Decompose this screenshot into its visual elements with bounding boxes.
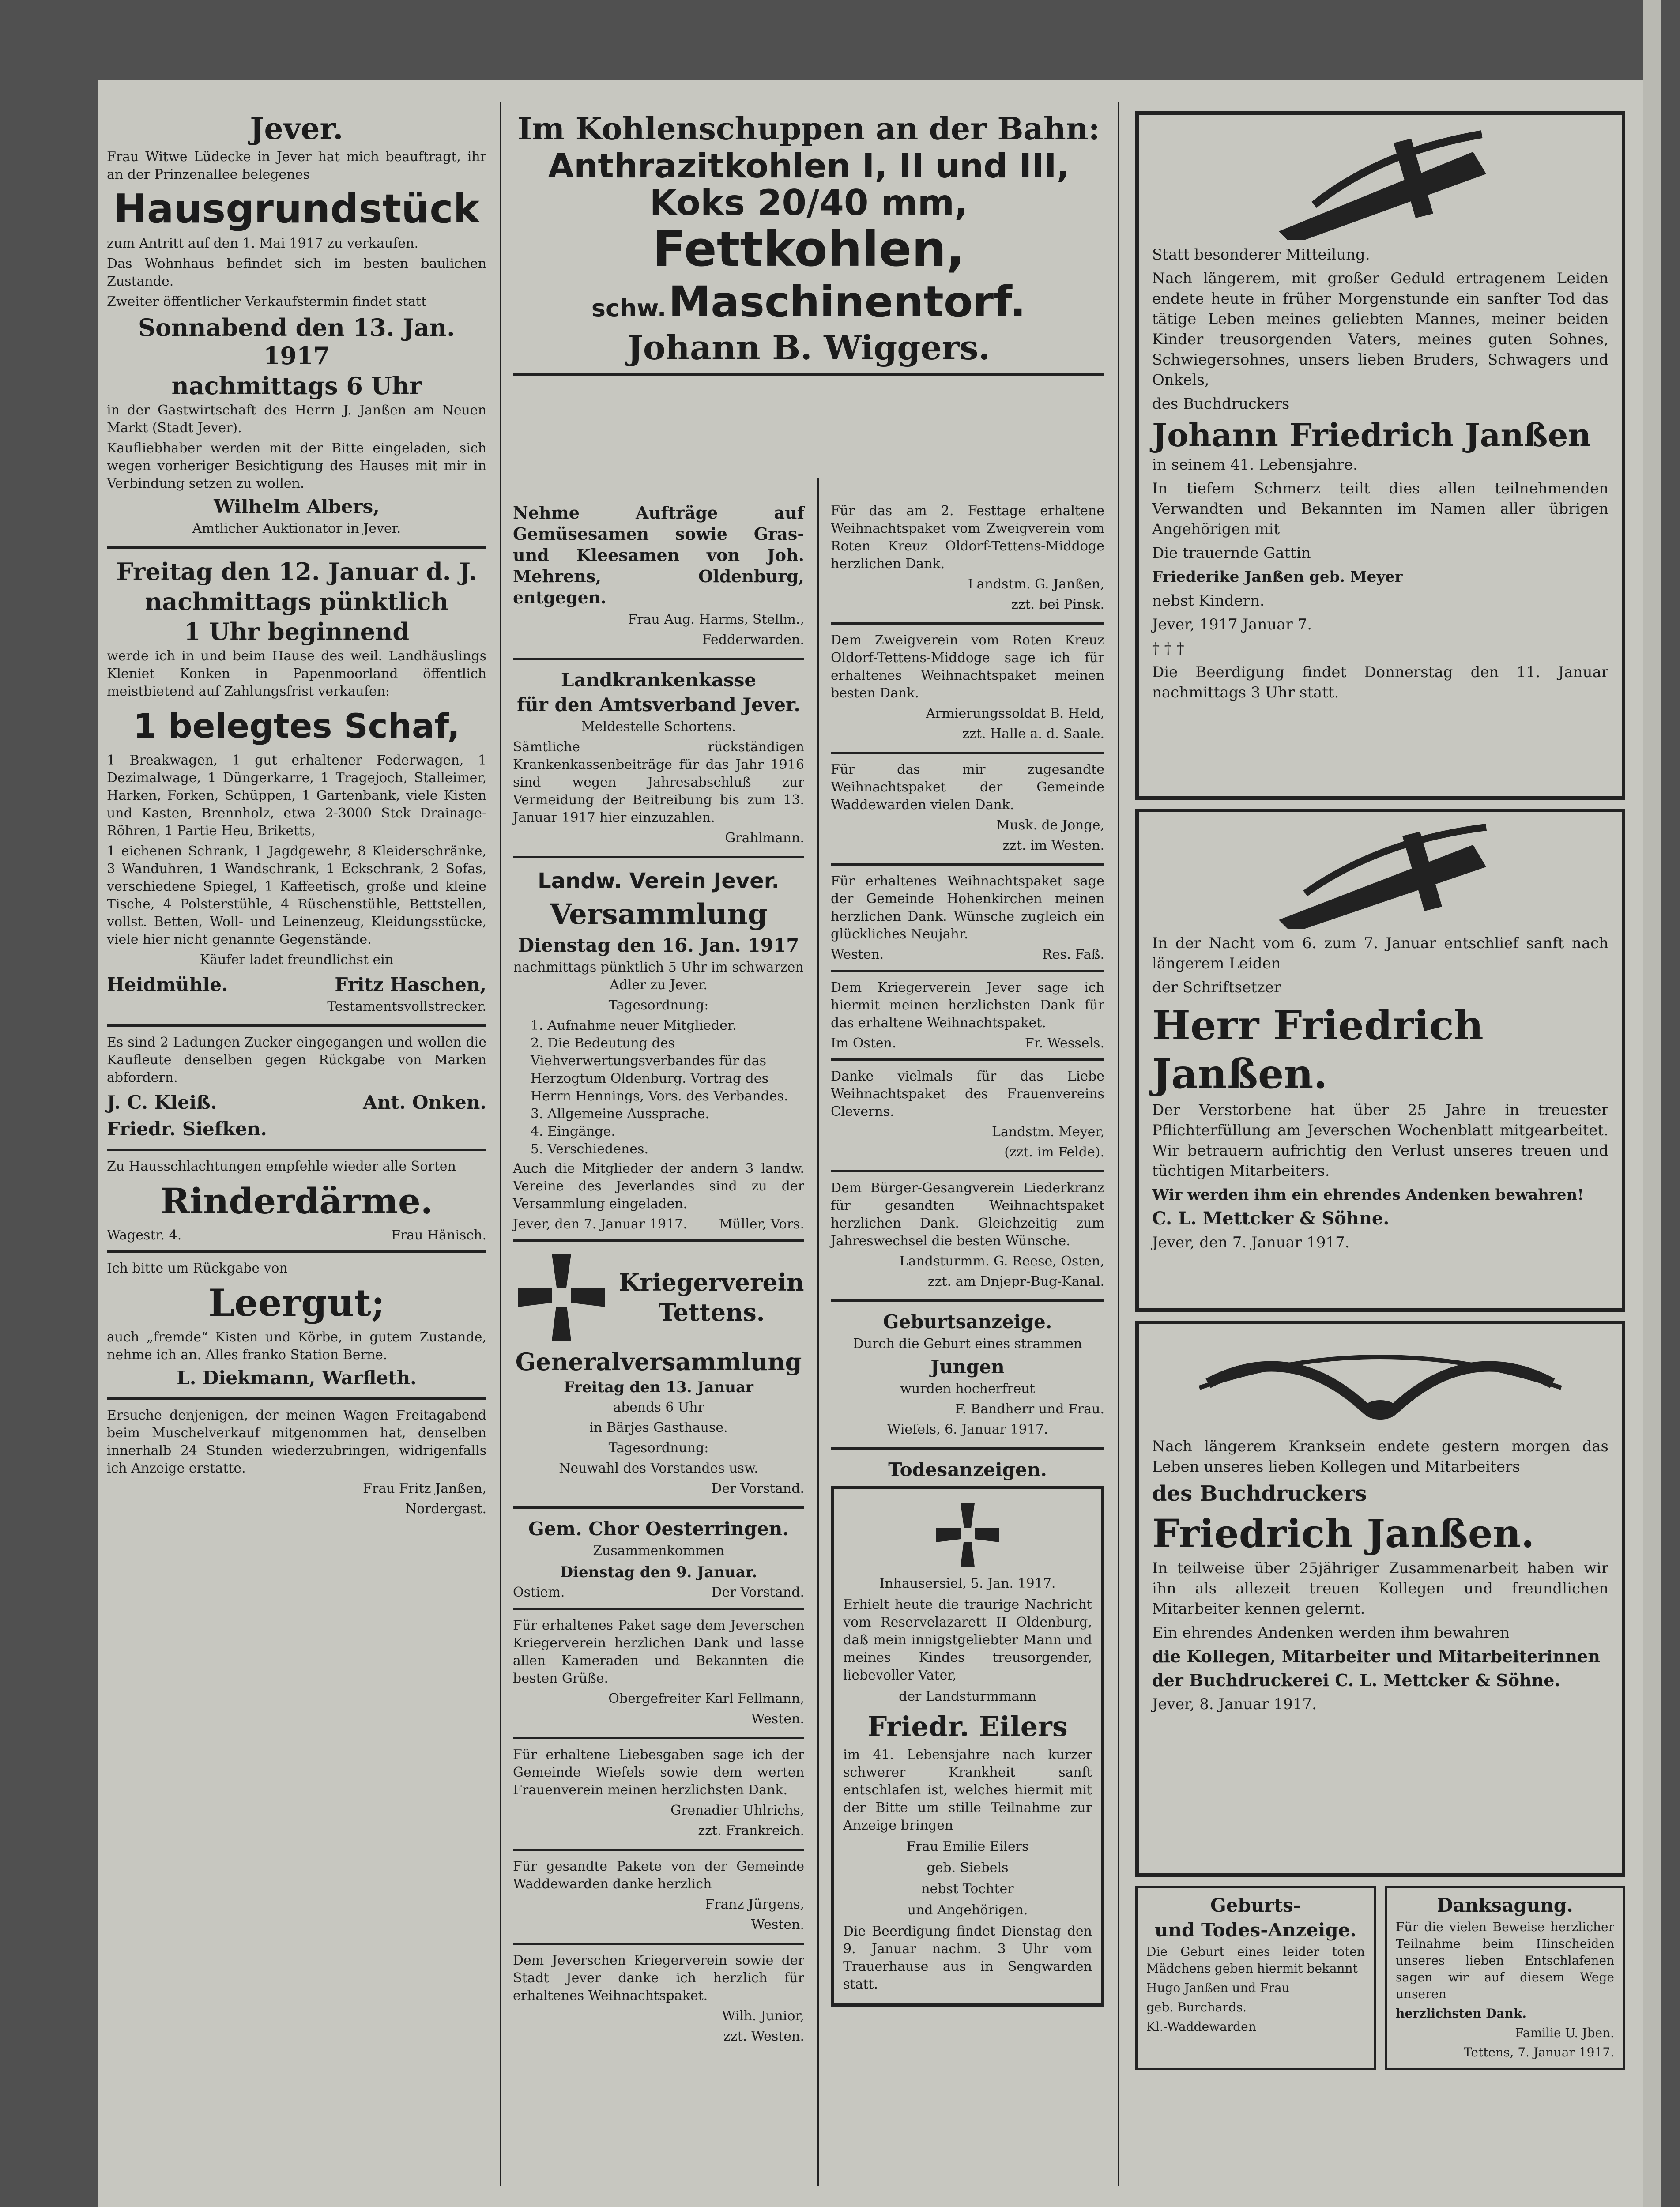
ad-funeral: Die Beerdigung findet Dienstag den 9. Januar nachm. 3 Uhr vom Trauerhause aus in Sengwarden statt. — [843, 1924, 1092, 1992]
coal-line-prefix: schw. — [591, 294, 667, 322]
ad-dank-juergens — [513, 1855, 804, 1945]
coal-line: Koks 20/40 mm, — [649, 182, 968, 223]
ad-text: Frau Witwe Lüdecke in Jever hat mich beauftragt, ihr an der Prinzenallee belegenes — [107, 149, 486, 182]
ad-signature: Frau Aug. Harms, Stellm., — [628, 612, 804, 627]
ad-place: Kl.-Waddewarden — [1146, 2019, 1256, 2034]
column-rule — [817, 478, 819, 2186]
ad-place: zzt. Halle a. d. Saale. — [962, 726, 1104, 742]
ad-dank-held — [831, 629, 1104, 754]
ad-signature: geb. Burchards. — [1146, 2000, 1247, 2015]
ad-place: Westen. — [751, 1711, 804, 1727]
ad-signature: Der Vorstand. — [711, 1585, 804, 1600]
ad-role: des Buchdruckers — [1152, 1481, 1367, 1506]
ad-role: der Landsturmmann — [899, 1689, 1036, 1704]
ad-time: nachmittags 6 Uhr — [171, 372, 422, 400]
ad-text: Für erhaltenes Paket sage dem Jeverschen Kriegerverein herzlichen Dank und lasse allen Kameraden und Bekannten die besten Grüße. — [513, 1618, 804, 1686]
ad-text: Dem Jeverschen Kriegerverein sowie der Stadt Jever danke ich herzlich für erhaltenes Weihnachtspaket. — [513, 1953, 804, 2004]
ad-text: Auch die Mitglieder der andern 3 landw. Vereine des Jeverlandes sind zu der Versammlung eingeladen. — [513, 1161, 804, 1212]
ad-text: Ersuche denjenigen, der meinen Wagen Freitagabend beim Muschelverkauf mitgenommen hat, denselben innerhalb 24 Stunden wiederzubringen, widrigenfalls ich Anzeige erstatte. — [107, 1408, 486, 1476]
column-3 — [822, 500, 1113, 2022]
ad-signature: J. C. Kleiß. — [107, 1092, 217, 1113]
ad-place: zzt. Westen. — [723, 2029, 804, 2044]
ad-headline: Versammlung — [550, 898, 768, 931]
ad-title: Kriegerverein — [619, 1268, 804, 1296]
ad-text: in seinem 41. Lebensjahre. — [1152, 456, 1358, 474]
ad-title: Landkrankenkasse — [561, 669, 757, 691]
ad-headline: 1 belegtes Schaf, — [133, 706, 460, 746]
ad-zucker — [107, 1031, 486, 1151]
ad-text: 1 eichenen Schrank, 1 Jagdgewehr, 8 Kleiderschränke, 3 Wanduhren, 1 Wandschrank, 1 Eckschrank, 2 Sofas, verschiedene Spiegel, 1 Kaffeetisch, große und kleine Tische, 4 Polsterstühle, 4 Rüschenstühle, Bettstellen, vollst. Betten, Woll- und Leinenzeug, Kleidungsstücke, viele hier nicht genannte Gegenstände. — [107, 844, 486, 947]
ad-kriegerverein-tettens — [513, 1246, 804, 1509]
iron-cross-icon — [513, 1249, 610, 1346]
deceased-name: Friedrich Janßen. — [1152, 1510, 1535, 1556]
ad-place-date: Jever, 1917 Januar 7. — [1152, 616, 1312, 633]
ad-text: Das Wohnhaus befindet sich im besten baulichen Zustande. — [107, 256, 486, 289]
ad-signature: L. Diekmann, Warfleth. — [177, 1367, 417, 1389]
agenda-item: 1. Aufnahme neuer Mitglieder. — [531, 1018, 737, 1033]
ad-headline: Hausgrundstück — [113, 186, 480, 232]
ad-place-date: Jever, den 7. Januar 1917. — [1152, 1234, 1350, 1251]
ad-text: Ein ehrendes Andenken werden ihm bewahren — [1152, 1624, 1510, 1642]
iron-cross-icon — [932, 1500, 1003, 1571]
ad-title: und Todes-Anzeige. — [1154, 1919, 1357, 1941]
coal-signature: Johann B. Wiggers. — [627, 328, 991, 367]
ad-title: Gem. Chor Oesterringen. — [528, 1518, 789, 1540]
ad-dank-dejonge — [831, 758, 1104, 866]
ad-text: herzlichsten Dank. — [1396, 2006, 1527, 2021]
ad-text: werde ich in und beim Hause des weil. Landhäuslings Kleniet Konken in Papenmoorland öffentlich meistbietend auf Zahlungsfrist verkaufen: — [107, 648, 486, 699]
ad-place: zzt. am Dnjepr-Bug-Kanal. — [927, 1274, 1104, 1289]
ad-versteigerung — [107, 553, 486, 1027]
ad-title: Jever. — [250, 111, 343, 147]
ad-text: In teilweise über 25jähriger Zusammenarbeit haben wir ihn als allezeit treuen Kollegen und freundlichen Mitarbeiter kennen gelernt. — [1152, 1559, 1608, 1618]
scan-background — [0, 0, 1680, 80]
ad-signature: nebst Kindern. — [1152, 592, 1265, 610]
ad-signature: Familie U. Jben. — [1515, 2026, 1614, 2040]
ad-text: Wir werden ihm ein ehrendes Andenken bewahren! — [1152, 1186, 1584, 1204]
ad-place: zzt. Frankreich. — [698, 1823, 804, 1838]
agenda-item: 2. Die Bedeutung des Viehverwertungsverbandes für das Herzogtum Oldenburg. Vortrag des Herrn Hennings, Vors. des Verbandes. — [531, 1036, 788, 1104]
ad-text: nachmittags pünktlich 5 Uhr im schwarzen Adler zu Jever. — [513, 960, 804, 993]
ad-landw-verein — [513, 862, 804, 1242]
agenda-item: 3. Allgemeine Aussprache. — [531, 1106, 709, 1122]
ad-headline: Leergut; — [208, 1281, 385, 1325]
section-title: Todesanzeigen. — [888, 1459, 1047, 1480]
ad-signature-role: Amtlicher Auktionator in Jever. — [192, 521, 401, 536]
ad-dank-janssen — [831, 500, 1104, 625]
ad-signature: Landstm. Meyer, — [991, 1124, 1104, 1140]
ad-place: Nordergast. — [405, 1501, 486, 1517]
ad-signature: Friederike Janßen geb. Meyer — [1152, 568, 1403, 586]
coal-ad — [504, 107, 1113, 380]
coal-line: Maschinentorf. — [668, 277, 1026, 327]
ad-hausgrundstueck — [107, 107, 486, 549]
ad-subtitle: Zusammenkommen — [593, 1543, 724, 1559]
ad-text: auch „fremde“ Kisten und Körbe, in gutem Zustande, nehme ich an. Alles franko Station Berne. — [107, 1329, 486, 1363]
ad-place-date: Jever, 8. Januar 1917. — [1152, 1695, 1317, 1713]
ad-place-date: Tettens, 7. Januar 1917. — [1463, 2045, 1614, 2060]
agenda-item: 4. Eingänge. — [531, 1124, 615, 1139]
ad-dank-wessels — [831, 976, 1104, 1061]
ad-gemuesesamen — [513, 500, 804, 660]
ad-signature: Armierungssoldat B. Held, — [926, 706, 1104, 721]
ad-signature: Frau Emilie Eilers — [906, 1839, 1029, 1854]
agenda-item: 5. Verschiedenes. — [531, 1141, 648, 1157]
deceased-name: Friedr. Eilers — [867, 1710, 1068, 1743]
ad-text: Ich bitte um Rückgabe von — [107, 1261, 288, 1276]
obituary-janssen-family — [1135, 111, 1625, 800]
ad-signature: Fr. Wessels. — [1025, 1036, 1104, 1051]
coal-line: Im Kohlenschuppen an der Bahn: — [517, 110, 1100, 147]
ad-text: Kaufliebhaber werden mit der Bitte eingeladen, sich wegen vorheriger Besichtigung des Hauses mit mir in Verbindung setzen zu wollen. — [107, 441, 486, 491]
ad-text: Sämtliche rückständigen Krankenkassenbeiträge für das Jahr 1916 sind wegen Jahresabschluß zur Vermeidung der Beitreibung bis zum 13. Januar 1917 hier einzuzahlen. — [513, 739, 804, 825]
ad-date: Freitag den 13. Januar — [564, 1378, 753, 1396]
ad-place: Heidmühle. — [107, 974, 228, 995]
ad-time: nachmittags pünktlich — [145, 588, 448, 616]
ad-place-date: Jever, den 7. Januar 1917. — [513, 1216, 687, 1232]
ad-title: Danksagung. — [1437, 1894, 1573, 1916]
ad-signature: nebst Tochter — [921, 1881, 1014, 1897]
ad-text: Zweiter öffentlicher Verkaufstermin findet statt — [107, 294, 427, 309]
ad-text: zum Antritt auf den 1. Mai 1917 zu verkaufen. — [107, 236, 418, 251]
ad-dateline: Inhausersiel, 5. Jan. 1917. — [879, 1576, 1056, 1591]
ad-text: im 41. Lebensjahre nach kurzer schwerer Krankheit sanft entschlafen ist, welches hiermit mit der Bitte um stille Teilnahme zur Anzeige bringen — [843, 1747, 1092, 1833]
ad-text: Es sind 2 Ladungen Zucker eingegangen und wollen die Kaufleute denselben gegen Rückgabe von Marken abfordern. — [107, 1035, 486, 1085]
coal-line: Anthrazitkohlen I, II und III, — [548, 146, 1070, 185]
ad-signature: Landsturmm. G. Reese, Osten, — [899, 1254, 1104, 1269]
ad-signature: Wilhelm Albers, — [214, 496, 380, 517]
ad-signature: Friedr. Siefken. — [107, 1118, 267, 1140]
palm-branch-icon — [1182, 1335, 1579, 1432]
ad-signature: Wilh. Junior, — [722, 2008, 804, 2024]
obituary-schriftsetzer — [1135, 809, 1625, 1312]
ad-text: in der Gastwirtschaft des Herrn J. Janßen am Neuen Markt (Stadt Jever). — [107, 403, 486, 436]
ad-text: Für das am 2. Festtage erhaltene Weihnachtspaket vom Zweigverein vom Roten Kreuz Oldorf-Tettens-Middoge herzlichen Dank. — [831, 503, 1104, 572]
ad-signature: Fritz Haschen, — [335, 974, 486, 995]
ad-date: Dienstag den 9. Januar. — [560, 1563, 757, 1581]
ad-headline: Generalversammlung — [515, 1348, 802, 1376]
ad-text: 1 Breakwagen, 1 gut erhaltener Federwagen, 1 Dezimalwage, 1 Düngerkarre, 1 Tragejoch, Stalleimer, Harken, Forken, Schüppen, 1 Gartenbank, viele Kisten und Kasten, Brennholz, etwa 2-3000 Stck Drainage-Röhren, 1 Partie Heu, Briketts, — [107, 753, 486, 839]
ad-leergut — [107, 1257, 486, 1400]
ad-text: Danke vielmals für das Liebe Weihnachtspaket des Frauenvereins Cleverns. — [831, 1069, 1104, 1119]
column-2 — [504, 500, 813, 2059]
bottom-notices — [1135, 1886, 1625, 2070]
ad-signature: Der Vorstand. — [711, 1481, 804, 1496]
palm-cross-icon — [1226, 823, 1535, 929]
ad-place: Westen. — [751, 1917, 804, 1932]
ad-funeral: Die Beerdigung findet Donnerstag den 11. Januar nachmittags 3 Uhr statt. — [1152, 663, 1608, 701]
ad-place: Westen. — [831, 947, 884, 962]
ad-todesanzeigen — [831, 1454, 1104, 2017]
ad-signature: Müller, Vors. — [719, 1216, 804, 1232]
page-edge — [1643, 0, 1661, 2207]
ad-text: Durch die Geburt eines strammen — [853, 1336, 1082, 1352]
ad-text: Erhielt heute die traurige Nachricht vom Reservelazarett II Oldenburg, daß mein innigstgeliebter Mann und meines Kindes treusorgender, liebevoller Vater, — [843, 1597, 1092, 1683]
ad-wagen — [107, 1404, 486, 1527]
column-rule — [1118, 102, 1119, 2186]
ad-signature: Frau Hänisch. — [391, 1228, 486, 1243]
ad-role: des Buchdruckers — [1152, 395, 1290, 413]
cross-symbols: † † † — [1152, 640, 1184, 657]
ad-text: Nehme Aufträge auf Gemüsesamen sowie Gras- und Kleesamen von Joh. Mehrens, Oldenburg, entgegen. — [513, 503, 804, 607]
ad-place: Ostiem. — [513, 1585, 565, 1600]
ad-signature: der Buchdruckerei C. L. Mettcker & Söhne. — [1152, 1670, 1560, 1690]
ad-place: zzt. bei Pinsk. — [1011, 597, 1104, 612]
ad-signature: Res. Faß. — [1042, 947, 1104, 962]
ad-headline: Jungen — [930, 1356, 1005, 1378]
column-rule — [500, 102, 501, 2186]
ad-gem-chor — [513, 1513, 804, 1610]
ad-signature: Ant. Onken. — [363, 1092, 486, 1113]
ad-signature: Grahlmann. — [725, 830, 804, 846]
ad-text: wurden hocherfreut — [900, 1381, 1035, 1397]
ad-text: Dem Bürger-Gesangverein Liederkranz für gesandten Weihnachtspaket herzlichen Dank. Gleichzeitig zum Jahreswechsel die besten Wünsche. — [831, 1180, 1104, 1249]
agenda-item: Neuwahl des Vorstandes usw. — [559, 1461, 758, 1476]
ad-dank-fellmann — [513, 1614, 804, 1739]
ad-place: Fedderwarden. — [702, 632, 804, 648]
ad-title: Geburts- — [1210, 1894, 1301, 1916]
ad-text: Dem Zweigverein vom Roten Kreuz Oldorf-Tettens-Middoge sage ich für erhaltenes Weihnachtspaket meinen besten Dank. — [831, 633, 1104, 701]
ad-heading: Statt besonderer Mitteilung. — [1152, 246, 1370, 264]
ad-text: Für das mir zugesandte Weihnachtspaket der Gemeinde Waddewarden vielen Dank. — [831, 762, 1104, 813]
ad-signature: Obergefreiter Karl Fellmann, — [608, 1691, 804, 1706]
ad-title: für den Amtsverband Jever. — [517, 694, 800, 716]
ad-signature: Musk. de Jonge, — [996, 817, 1104, 833]
ad-text: Für gesandte Pakete von der Gemeinde Waddewarden danke herzlich — [513, 1859, 804, 1892]
ad-dank-reese — [831, 1177, 1104, 1302]
ad-signature-role: Testamentsvollstrecker. — [327, 999, 486, 1014]
ad-date: Sonnabend den 13. Jan. 1917 — [138, 313, 455, 370]
ad-signature: C. L. Mettcker & Söhne. — [1152, 1208, 1390, 1229]
ad-geburts-todes-anzeige — [1135, 1886, 1376, 2070]
ad-headline: Rinderdärme. — [160, 1180, 433, 1222]
ad-signature: geb. Siebels — [927, 1860, 1009, 1876]
ad-text: Nach längerem, mit großer Geduld ertragenem Leiden endete heute in früher Morgenstunde ein sanfter Tod das tätige Leben meines geliebten Mannes, meiner beiden Kinder treusorgenden Vaters, meines guten Sohnes, Schwiegersohnes, unsers lieben Bruders, Schwagers und Onkels, — [1152, 270, 1608, 389]
ad-address: Wagestr. 4. — [107, 1228, 182, 1243]
ad-danksagung — [1385, 1886, 1625, 2070]
ad-text: Käufer ladet freundlichst ein — [200, 952, 394, 968]
obituary-kollegen — [1135, 1321, 1625, 1877]
ad-dank-fass — [831, 870, 1104, 972]
ad-subtitle: Meldestelle Schortens. — [581, 719, 736, 734]
ad-place: (zzt. im Felde). — [1004, 1145, 1104, 1160]
ad-place-date: Wiefels, 6. Januar 1917. — [887, 1422, 1048, 1437]
ad-signature: Die trauernde Gattin — [1152, 544, 1311, 562]
ad-title: Geburtsanzeige. — [883, 1311, 1052, 1333]
ad-signature: Grenadier Uhlrichs, — [670, 1803, 804, 1818]
ad-geburtsanzeige — [831, 1306, 1104, 1450]
ad-date: Freitag den 12. Januar d. J. — [116, 557, 477, 586]
ad-dank-junior — [513, 1949, 804, 2054]
ad-signature: Frau Fritz Janßen, — [363, 1481, 486, 1496]
ad-text: Für erhaltene Liebesgaben sage ich der Gemeinde Wiefels sowie dem werten Frauenverein meinen herzlichsten Dank. — [513, 1747, 804, 1798]
ad-signature: und Angehörigen. — [907, 1902, 1028, 1918]
column-1 — [98, 107, 495, 1531]
coal-line: Fettkohlen, — [652, 221, 965, 277]
ad-text: Nach längerem Kranksein endete gestern morgen das Leben unseres lieben Kollegen und Mitarbeiters — [1152, 1438, 1608, 1476]
ad-text: Für die vielen Beweise herzlicher Teilnahme beim Hinscheiden unseres lieben Entschlafenen sagen wir auf diesem Wege unseren — [1396, 1920, 1614, 2001]
ad-place: Im Osten. — [831, 1036, 897, 1051]
ad-dank-uhlrichs — [513, 1744, 804, 1851]
ad-text: Die Geburt eines leider toten Mädchens geben hiermit bekannt — [1146, 1944, 1365, 1976]
ad-title: Tettens. — [658, 1298, 765, 1326]
ad-text: Der Verstorbene hat über 25 Jahre in treuester Pflichterfüllung am Jeverschen Wochenblatt mitgearbeitet. Wir betrauern aufrichtig den Verlust unseres treuen und tüchtigen Mitarbeiters. — [1152, 1101, 1608, 1180]
ad-signature: F. Bandherr und Frau. — [955, 1401, 1104, 1417]
ad-text: Zu Hausschlachtungen empfehle wieder alle Sorten — [107, 1159, 456, 1174]
column-4 — [1126, 107, 1634, 2075]
ad-text: Dem Kriegerverein Jever sage ich hiermit meinen herzlichsten Dank für das erhaltene Weihnachtspaket. — [831, 980, 1104, 1031]
ad-landkrankenkasse — [513, 664, 804, 858]
ad-time: abends 6 Uhr — [613, 1400, 704, 1415]
ad-text: Für erhaltenes Weihnachtspaket sage der Gemeinde Hohenkirchen meinen herzlichen Dank. Wünsche zugleich ein glückliches Neujahr. — [831, 874, 1104, 942]
ad-text: In tiefem Schmerz teilt dies allen teilnehmenden Verwandten und Bekannten im Namen aller übrigen Angehörigen mit — [1152, 480, 1608, 538]
ad-signature: die Kollegen, Mitarbeiter und Mitarbeiterinnen — [1152, 1646, 1600, 1666]
ad-date: Dienstag den 16. Jan. 1917 — [518, 934, 799, 956]
deceased-name: Johann Friedrich Janßen — [1152, 416, 1591, 454]
agenda-title: Tagesordnung: — [608, 998, 709, 1013]
ad-place: in Bärjes Gasthause. — [589, 1420, 728, 1435]
agenda-title: Tagesordnung: — [608, 1440, 709, 1456]
deceased-name: Herr Friedrich Janßen. — [1152, 1002, 1484, 1098]
ad-title: Landw. Verein Jever. — [538, 869, 780, 893]
ad-place: zzt. im Westen. — [1002, 838, 1104, 853]
ad-text: In der Nacht vom 6. zum 7. Januar entschlief sanft nach längerem Leiden — [1152, 934, 1608, 972]
newspaper-page — [98, 80, 1643, 2207]
ad-dank-meyer — [831, 1065, 1104, 1172]
ad-signature: Landstm. G. Janßen, — [968, 576, 1104, 592]
ad-signature: Hugo Janßen und Frau — [1146, 1981, 1290, 1995]
ad-time: 1 Uhr beginnend — [184, 618, 410, 646]
palm-cross-icon — [1226, 125, 1535, 240]
ad-rinderdaerme — [107, 1155, 486, 1253]
ad-signature: Franz Jürgens, — [705, 1897, 804, 1912]
ad-role: der Schriftsetzer — [1152, 979, 1281, 996]
